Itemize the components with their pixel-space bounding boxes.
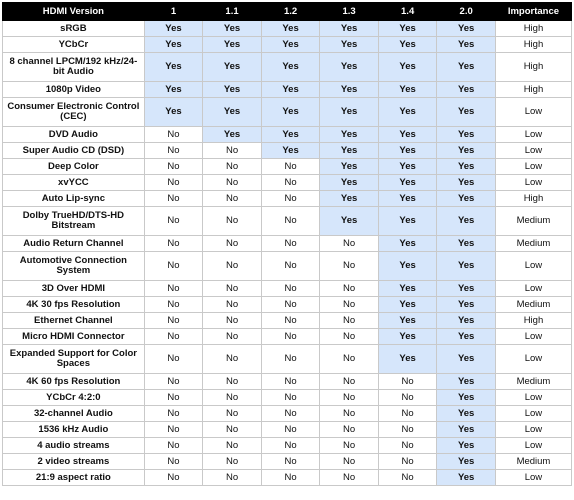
- support-cell: No: [261, 422, 320, 438]
- support-cell: No: [320, 297, 379, 313]
- support-cell: Yes: [320, 37, 379, 53]
- support-cell: Yes: [437, 454, 496, 470]
- feature-cell: 1080p Video: [3, 82, 145, 98]
- support-cell: Yes: [437, 390, 496, 406]
- support-cell: No: [320, 422, 379, 438]
- support-cell: Yes: [378, 313, 437, 329]
- importance-cell: Medium: [495, 297, 571, 313]
- support-cell: Yes: [437, 159, 496, 175]
- support-cell: No: [203, 143, 262, 159]
- support-cell: Yes: [203, 127, 262, 143]
- importance-cell: High: [495, 53, 571, 82]
- support-cell: No: [203, 406, 262, 422]
- support-cell: No: [320, 374, 379, 390]
- support-cell: No: [320, 313, 379, 329]
- support-cell: Yes: [203, 98, 262, 127]
- table-row: [3, 21, 572, 37]
- support-cell: Yes: [320, 143, 379, 159]
- support-cell: No: [378, 438, 437, 454]
- header-version-1-3: 1.3: [320, 3, 379, 21]
- support-cell: No: [144, 207, 203, 236]
- support-cell: No: [203, 313, 262, 329]
- support-cell: No: [261, 281, 320, 297]
- importance-cell: Low: [495, 329, 571, 345]
- support-cell: Yes: [437, 207, 496, 236]
- support-cell: No: [261, 374, 320, 390]
- feature-cell: 3D Over HDMI: [3, 281, 145, 297]
- support-cell: Yes: [437, 422, 496, 438]
- support-cell: No: [144, 454, 203, 470]
- support-cell: Yes: [261, 37, 320, 53]
- support-cell: No: [144, 470, 203, 486]
- support-cell: No: [378, 390, 437, 406]
- support-cell: Yes: [437, 329, 496, 345]
- feature-cell: 1536 kHz Audio: [3, 422, 145, 438]
- feature-cell: Automotive Connection System: [3, 252, 145, 281]
- feature-cell: Audio Return Channel: [3, 236, 145, 252]
- support-cell: No: [261, 470, 320, 486]
- support-cell: No: [320, 236, 379, 252]
- support-cell: Yes: [378, 37, 437, 53]
- support-cell: Yes: [378, 21, 437, 37]
- support-cell: Yes: [437, 21, 496, 37]
- support-cell: No: [320, 438, 379, 454]
- support-cell: Yes: [320, 98, 379, 127]
- support-cell: No: [203, 159, 262, 175]
- support-cell: Yes: [437, 345, 496, 374]
- support-cell: Yes: [144, 82, 203, 98]
- table-row: [3, 252, 572, 281]
- support-cell: Yes: [203, 82, 262, 98]
- importance-cell: Low: [495, 390, 571, 406]
- importance-cell: Low: [495, 438, 571, 454]
- feature-cell: Auto Lip-sync: [3, 191, 145, 207]
- support-cell: No: [144, 143, 203, 159]
- support-cell: No: [203, 438, 262, 454]
- support-cell: Yes: [437, 98, 496, 127]
- importance-cell: Low: [495, 470, 571, 486]
- support-cell: Yes: [437, 127, 496, 143]
- support-cell: Yes: [437, 82, 496, 98]
- table-row: [3, 422, 572, 438]
- support-cell: No: [320, 345, 379, 374]
- support-cell: No: [261, 329, 320, 345]
- support-cell: No: [203, 191, 262, 207]
- support-cell: No: [144, 438, 203, 454]
- support-cell: Yes: [378, 329, 437, 345]
- importance-cell: Medium: [495, 454, 571, 470]
- feature-cell: Expanded Support for Color Spaces: [3, 345, 145, 374]
- support-cell: Yes: [320, 82, 379, 98]
- importance-cell: Low: [495, 98, 571, 127]
- support-cell: Yes: [144, 53, 203, 82]
- feature-cell: Micro HDMI Connector: [3, 329, 145, 345]
- support-cell: No: [203, 329, 262, 345]
- support-cell: No: [144, 313, 203, 329]
- support-cell: No: [144, 159, 203, 175]
- feature-cell: YCbCr: [3, 37, 145, 53]
- support-cell: No: [320, 390, 379, 406]
- support-cell: No: [261, 297, 320, 313]
- header-version-2-0: 2.0: [437, 3, 496, 21]
- header-hdmi-version: HDMI Version: [3, 3, 145, 21]
- header-version-1: 1: [144, 3, 203, 21]
- feature-cell: sRGB: [3, 21, 145, 37]
- importance-cell: Low: [495, 159, 571, 175]
- support-cell: No: [144, 236, 203, 252]
- support-cell: Yes: [437, 252, 496, 281]
- importance-cell: High: [495, 82, 571, 98]
- support-cell: Yes: [320, 207, 379, 236]
- feature-cell: 8 channel LPCM/192 kHz/24-bit Audio: [3, 53, 145, 82]
- importance-cell: Medium: [495, 207, 571, 236]
- header-version-1-4: 1.4: [378, 3, 437, 21]
- feature-cell: 2 video streams: [3, 454, 145, 470]
- support-cell: Yes: [437, 175, 496, 191]
- support-cell: No: [203, 470, 262, 486]
- importance-cell: Low: [495, 175, 571, 191]
- support-cell: No: [378, 470, 437, 486]
- importance-cell: High: [495, 191, 571, 207]
- support-cell: Yes: [261, 98, 320, 127]
- support-cell: No: [261, 175, 320, 191]
- support-cell: No: [378, 374, 437, 390]
- table-row: [3, 329, 572, 345]
- support-cell: No: [144, 297, 203, 313]
- support-cell: Yes: [378, 127, 437, 143]
- header-version-1-1: 1.1: [203, 3, 262, 21]
- feature-cell: DVD Audio: [3, 127, 145, 143]
- support-cell: Yes: [261, 127, 320, 143]
- table-row: [3, 313, 572, 329]
- header-importance: Importance: [495, 3, 571, 21]
- support-cell: No: [203, 175, 262, 191]
- support-cell: No: [203, 252, 262, 281]
- table-row: [3, 159, 572, 175]
- support-cell: No: [320, 406, 379, 422]
- support-cell: No: [144, 175, 203, 191]
- support-cell: No: [144, 406, 203, 422]
- support-cell: Yes: [261, 143, 320, 159]
- support-cell: Yes: [144, 98, 203, 127]
- support-cell: Yes: [437, 406, 496, 422]
- support-cell: No: [261, 252, 320, 281]
- support-cell: Yes: [378, 281, 437, 297]
- support-cell: Yes: [320, 21, 379, 37]
- table-row: [3, 297, 572, 313]
- support-cell: No: [261, 454, 320, 470]
- support-cell: No: [203, 345, 262, 374]
- feature-cell: Ethernet Channel: [3, 313, 145, 329]
- hdmi-version-table: [2, 2, 572, 486]
- support-cell: No: [203, 422, 262, 438]
- support-cell: Yes: [378, 252, 437, 281]
- support-cell: No: [261, 236, 320, 252]
- support-cell: No: [203, 297, 262, 313]
- header-row: [3, 3, 572, 21]
- support-cell: No: [261, 345, 320, 374]
- support-cell: No: [203, 207, 262, 236]
- support-cell: No: [144, 390, 203, 406]
- table-row: [3, 207, 572, 236]
- support-cell: No: [320, 454, 379, 470]
- support-cell: No: [144, 374, 203, 390]
- feature-cell: YCbCr 4:2:0: [3, 390, 145, 406]
- support-cell: No: [203, 454, 262, 470]
- support-cell: Yes: [437, 374, 496, 390]
- support-cell: Yes: [378, 175, 437, 191]
- feature-cell: Consumer Electronic Control (CEC): [3, 98, 145, 127]
- support-cell: No: [144, 345, 203, 374]
- support-cell: Yes: [144, 37, 203, 53]
- support-cell: Yes: [261, 82, 320, 98]
- table-row: [3, 236, 572, 252]
- support-cell: Yes: [378, 53, 437, 82]
- support-cell: No: [144, 281, 203, 297]
- feature-cell: Dolby TrueHD/DTS-HD Bitstream: [3, 207, 145, 236]
- importance-cell: Medium: [495, 374, 571, 390]
- table-row: [3, 143, 572, 159]
- support-cell: Yes: [437, 236, 496, 252]
- feature-cell: 4 audio streams: [3, 438, 145, 454]
- support-cell: No: [144, 329, 203, 345]
- support-cell: Yes: [437, 37, 496, 53]
- table-row: [3, 37, 572, 53]
- support-cell: Yes: [437, 143, 496, 159]
- support-cell: No: [261, 406, 320, 422]
- support-cell: Yes: [320, 53, 379, 82]
- support-cell: Yes: [261, 21, 320, 37]
- support-cell: Yes: [437, 53, 496, 82]
- support-cell: No: [378, 454, 437, 470]
- support-cell: No: [378, 422, 437, 438]
- support-cell: No: [261, 191, 320, 207]
- support-cell: Yes: [378, 297, 437, 313]
- support-cell: Yes: [437, 297, 496, 313]
- header-version-1-2: 1.2: [261, 3, 320, 21]
- support-cell: Yes: [378, 236, 437, 252]
- support-cell: No: [144, 191, 203, 207]
- support-cell: Yes: [378, 82, 437, 98]
- feature-cell: Super Audio CD (DSD): [3, 143, 145, 159]
- support-cell: No: [203, 236, 262, 252]
- table-row: [3, 127, 572, 143]
- support-cell: No: [203, 281, 262, 297]
- support-cell: Yes: [203, 21, 262, 37]
- support-cell: Yes: [378, 207, 437, 236]
- support-cell: No: [144, 127, 203, 143]
- support-cell: Yes: [203, 53, 262, 82]
- importance-cell: Low: [495, 345, 571, 374]
- importance-cell: Medium: [495, 236, 571, 252]
- table-row: [3, 53, 572, 82]
- support-cell: No: [261, 390, 320, 406]
- support-cell: No: [320, 252, 379, 281]
- table-row: [3, 470, 572, 486]
- support-cell: Yes: [437, 281, 496, 297]
- importance-cell: Low: [495, 127, 571, 143]
- support-cell: Yes: [261, 53, 320, 82]
- feature-cell: Deep Color: [3, 159, 145, 175]
- support-cell: No: [203, 390, 262, 406]
- support-cell: No: [261, 159, 320, 175]
- importance-cell: Low: [495, 252, 571, 281]
- table-row: [3, 191, 572, 207]
- feature-cell: 21:9 aspect ratio: [3, 470, 145, 486]
- feature-cell: 4K 30 fps Resolution: [3, 297, 145, 313]
- table-row: [3, 438, 572, 454]
- importance-cell: Low: [495, 406, 571, 422]
- support-cell: Yes: [378, 143, 437, 159]
- table-row: [3, 175, 572, 191]
- support-cell: Yes: [320, 191, 379, 207]
- importance-cell: High: [495, 313, 571, 329]
- support-cell: Yes: [378, 159, 437, 175]
- support-cell: No: [261, 313, 320, 329]
- support-cell: Yes: [320, 159, 379, 175]
- importance-cell: Low: [495, 143, 571, 159]
- table-row: [3, 406, 572, 422]
- importance-cell: High: [495, 37, 571, 53]
- feature-cell: 4K 60 fps Resolution: [3, 374, 145, 390]
- feature-cell: 32-channel Audio: [3, 406, 145, 422]
- support-cell: Yes: [437, 470, 496, 486]
- importance-cell: Low: [495, 422, 571, 438]
- feature-cell: xvYCC: [3, 175, 145, 191]
- importance-cell: High: [495, 21, 571, 37]
- support-cell: No: [144, 422, 203, 438]
- table-row: [3, 374, 572, 390]
- table-row: [3, 281, 572, 297]
- support-cell: No: [261, 207, 320, 236]
- table-row: [3, 98, 572, 127]
- support-cell: Yes: [437, 191, 496, 207]
- support-cell: Yes: [378, 345, 437, 374]
- support-cell: Yes: [378, 191, 437, 207]
- support-cell: No: [378, 406, 437, 422]
- table-row: [3, 82, 572, 98]
- support-cell: Yes: [378, 98, 437, 127]
- table-row: [3, 454, 572, 470]
- support-cell: Yes: [320, 127, 379, 143]
- support-cell: No: [320, 470, 379, 486]
- support-cell: Yes: [437, 438, 496, 454]
- support-cell: Yes: [320, 175, 379, 191]
- support-cell: Yes: [437, 313, 496, 329]
- support-cell: No: [320, 281, 379, 297]
- support-cell: No: [261, 438, 320, 454]
- importance-cell: Low: [495, 281, 571, 297]
- support-cell: No: [203, 374, 262, 390]
- support-cell: No: [144, 252, 203, 281]
- support-cell: Yes: [144, 21, 203, 37]
- support-cell: No: [320, 329, 379, 345]
- table-row: [3, 345, 572, 374]
- support-cell: Yes: [203, 37, 262, 53]
- table-body: [3, 21, 572, 486]
- table-row: [3, 390, 572, 406]
